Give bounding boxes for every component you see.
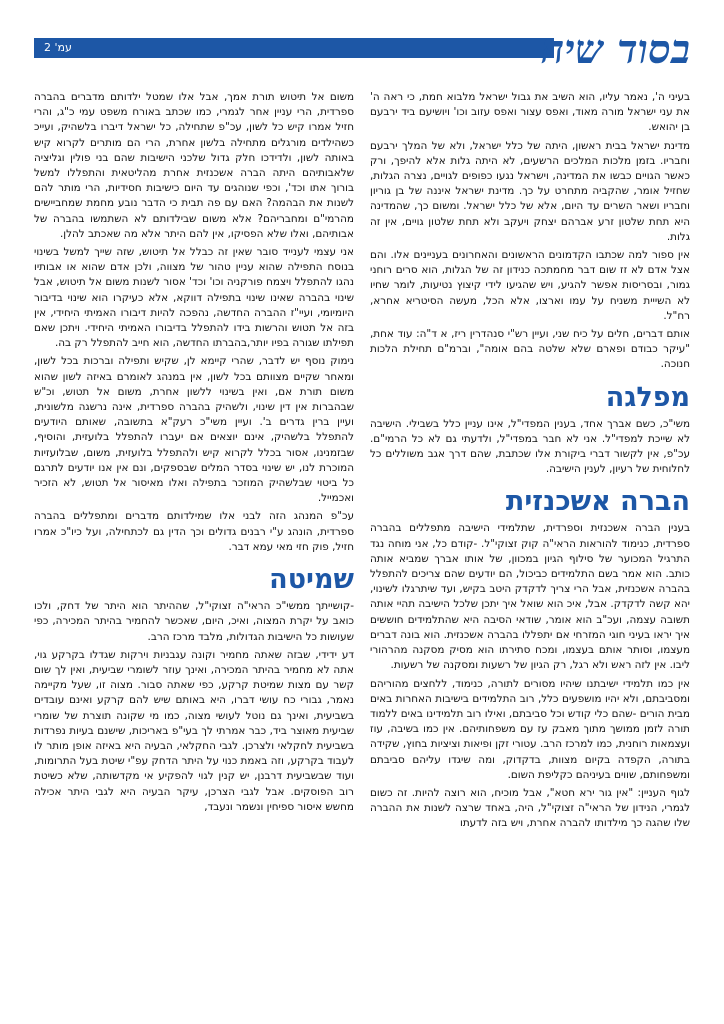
page-header <box>34 28 690 72</box>
paragraph: דע ידידי, שבזה שאתה מחמיר וקונה עגבניות וירקות שגדלו בקרקע גוי, אתה לא מחמיר בהיתר המכירה, ואינך עוזר לשומרי שביעית, ואין לך שום קשר עם מצות שמיטת קרקע, כפי שאתה סבור. מצוה זו, שעל מקיימה נאמר, גבורי כח עושי דברו, היא באותם שיש להם קרקע ואינם עובדים בשביעית, ואינך גם נוטל לעושי מצוה, כמו מי שקונה תוצרת של שומרי שביעית מאוצר ביד, כבר אמרתי לך בעי"פ באריכות, שישנם בעיות נפרדות בשביעית לחקלאי ולצרכן. לגבי החקלאי, הבעיה היא באיזה אופן מותר לו לעבוד בקרקע, וזה באמת כנוי על היתר הדחק עפ"י שיטת בעל התרומות, ועוד שבשביעית דרבנן, יש קנין לגוי להפקיע אי מקדשותה, שלא כשיטת רוב הפוסקים. אבל לגבי הצרכן, עיקר הבעיה היא לגבי היתר אכילה מחשש איסור ספיחין ונשמר ונעבד, <box>34 648 354 813</box>
paragraph: בעיני ה', נאמר עליו, הוא השיב את גבול ישראל מלבוא חמת, כי ראה ה' את עני ישראל מורה מאוד, ואפס עצור ואפס עזוב וכו' ויושיעם ביד ירבעם בן יהואש. <box>370 91 690 134</box>
paragraph: -קושייתך ממשי"כ הראי"ה זצוקי"ל, שההיתר הוא היתר של דחק, ולכו כואב על יקרת המצוה, ואיכ, היום, שאכשר להחמיר בהיתר המכירה, כפי שעושות כל הישיבות הגדולות, מלבד מרכז הרב. <box>34 600 354 643</box>
section-heading-party: מפלגה <box>605 381 690 413</box>
paragraph: אין ספור למה שכתבו הקדמונים הראשונים והאחרונים בעניינים אלו. והם אצל אדם לא זז שום דבר מחמתכה כנידון זה של הגלות, הוא סרים רוחני גמור, ובסריסות אפשר להגיע, ויש שהגיעו לידי קיצוץ נטיעות, לומר שחיו לא השייית משניח על עמו וארצו, אלא הכל, מעשה הסיטריא אחרא, רח"ל. <box>370 249 690 322</box>
page-number-label: עמ' 2 <box>34 38 554 58</box>
paragraph: אין כמו תלמידי ישיבתנו שיהיו מסורים לתורה, כנימוד, ללחצים מהוריהם ומסביבתם, ולא יהיו מושפעים כלל, רוב התלמידים בישיבות האחרות באים מבית הורים -שהם כלי קודש וכל סביבתם, ואילו רוב תלמידינו באים ללמוד תורה לזמן ממושך מתוך מאבק עז עם משפחותיהם. אין כמו בשיבה, עוז ועצמאות רוחנית, כמו למרכז הרב. עטורי זקן ופיאות וציציות בחוץ, שקידה בתורה, הקפדה בקיום מצוות, בדקדוק, ומה שיגדו עליהם סביבתם ומשפחותם, שווים בעיניהם כקליפת השום. <box>370 677 690 781</box>
paragraph: אותם דברים, חלים על כיח שני, ועיין רש"י סנהדרין ריז, א ד"ה: עוד אחת, "עיקר כבודם ופארם שלא שלטה בהם אומה", וברמ"ם תחילת הלכות חנוכה. <box>370 328 690 371</box>
section-heading-shmita: שמיטה <box>269 564 354 596</box>
paragraph: משי"כ, כשם אברך אחד, בענין המפדי"ל, אינו עניין כלל בשבילי. הישיבה לא שייכת למפדי"ל. אני לא חבר במפדי"ל, ולדעתי גם לא כל הרמי"ם. עכ"פ, אין לקשור דברי ביקורת אלו שכתבת, שהם דרך אגב משוללים כל לחלוחית של רעיון, לענין הישיבה. <box>370 417 690 476</box>
paragraph: משום אל תיטוש תורת אמך, אבל אלו שמטל ילדותם מדברים בהברה ספרדית, הרי עניין אחר לגמרי, כמו שכתב באורח משפט עמי כ"ג, והרי חזיל אמרו קיש כל לשון, עכ"פ שתחילה, כל ישראל דיברו בלשהיק, ועייכ כשהילדים מורגלים מתחילה בלשון אחרת, הרי הם מותרים לקרוא קיש באותה לשון, ולדידכו חלק גדול שלכני הישיבות שהם בני פולין וגליציה שלאבותיהם היתה הברה אשכנזית אחרת מהליטאית והתפללו למשל בורוך אתו וכד', וכפי שנוהגים עד היום כישיבות חסידיות, הרי מותר להם לשנות את הבהמה? האם עם פה תבית כי הדבר נובע מחמת שמחביישים מהרמי"ם ומחבריהם? אלא משום שבילדותם לא השתמשו בהברה של אבותיהם, ואלו שלא הפסיקו, אין להם היתר אלא מה שאכתב להלן. <box>34 91 354 240</box>
left-column <box>34 90 354 818</box>
paragraph: נימוק נוסף יש לדבר, שהרי קיימא לן, שקיש ותפילה וברכות בכל לשון, ומאחר שקיים מצוותם בכל לשון, אין במנהג לאומרם באיזה לשון שהוא משום תורת אם, ואין בשינוי ללשון אחרת, משום אל תטוש, וכ"ש שבהברות אין דין שינוי, ולשהיק בהברה ספרדית, אינה נרשגה מלשונית, ועיין ברין גדרים ב'. ועיין משי"כ רעק"א בתשובה, שאותם היודעים להתפלל בלשהיק, אינם יוצאים אם יעברו להתפלל בלועזית, והוסיף, שבזמנינו, אסור בכלל לקרוא קיש ולהתפלל בלועזית, משום, שבלועזיות המוכרת לנו, יש שינוי בסדר המלים שבספקים, ונם אין אנו יודעים לתרגם כל ביטוי שבלשהיק המוזכר בתפילה ואלו מאיסור אל תטוש, לא הזכיר ואכמייל. <box>34 355 354 505</box>
paragraph: עכ"פ המנהג הזה לבני אלו שמילדותם מדברים ומתפללים בהברה ספרדית, הונהג ע"י רבנים גדולים וכך הדין גם לכתחילה, ועל כיו"כ אמרו חזיל, פוק חזי מאי עמא דבר. <box>34 510 354 553</box>
paragraph: בענין הברה אשכנזית וספרדית, שתלמידי הישיבה מתפללים בהברה ספרדית, כנימוד להוראות הראי"ה קוק זצוקי"ל. -קודם כל, אני מוחה נגד התרגיל המכוער של סילוף הגיון במכוון, של אותו אברך שמביא אותה כותב. הוא אמר בשם התלמידים כביכול, הם יודעים שהם צריכים להתפלל בהברה אשכנזית, אבל הרי צריך לדקדק היטב בקיש, ועד שיתרגלו לשינוי, יהא קשה לדקדק. אבל, איכ הוא שואל איך יתכן שלכל הישיבה תהיי אותה תשובה עצמה, ועכ"ב הוא אומר, שודאי הסיבה היא שהתלמידים חוששים איך יראו בעיני חוגי המזרחי אם יתפללו בהברה אשכנזית. הוא בונה דברים מעצמו, וסותר אותם בעצמו, ומכח סתירתו הוא מסיק מסקנה מהרהורי ליבו. אין לזה ראש ולא רגל, רק הגיון של רשעות ומסקנה של רשעות. <box>370 522 690 672</box>
right-column <box>370 90 690 835</box>
magazine-title: בסוד שיח <box>540 26 690 73</box>
paragraph: אני עצמי לענייד סובר שאין זה כבלל אל תיטוש, שזה שייך למשל בשינוי בנוסח התפילה שהוא עניין טהור של מצווה, ולכן אדם שהוא או אבותיו נהגו להתפלל ויצמח פורקניה וכו' וכד' אסור לשנות משום אל תיטוש, אבל שינוי בהברה שאינו שינוי בתפילה דווקא, אלא כעיקרו הוא שינוי בדיבור היומיומי, ועיי"ז ההברה החדשה, נהפכה להיות דיבורו האמיתי היחידי, אין בזה אל תטוש והרשות בידו להתפלל בדיבורו האמיתי היחידי. ויתכן שאם תפילתו שגורה בפיו יותר,בהברתו החדשה, הוא חייב להתפלל רק בה. <box>34 246 354 350</box>
paragraph: מדינת ישראל בבית ראשון, היתה של כלל ישראל, ולא של המלך ירבעם וחבריו. בזמן מלכות המלכים הרשעים, לא היתה גלות אלא להיפך, ורק כאשר הגויים כבשו את המדינה, וישראל נגעו כפופים לגויים, נצרה הגלות, שחזיל אומר, שהקביה מתחרט על כך. מדינת ישראל איננה של בן גוריון וחבריו ושאר השרים עד היום, אלא של כלל ישראל. ומשום כך, שהמדינה היא תחת שלטון זרע אברהם יצחק ויעקב ולא תחת שלטון גויים, אין זה גלות. <box>370 139 690 243</box>
section-heading-ashkenazi-pronunciation: הברה אשכנזית <box>505 486 690 518</box>
paragraph: לגוף העניין: "אין גור ירא חטא", אבל מוכיח, הוא רוצה להיות. זה כשום לגמרי, הנידון של הראי"ה זצוקי"ל, היה, באחד שרצה לשנות את ההברה שלו שהגה כך מילדותו להברה אחרת, ויש בזה לדעתו <box>370 786 690 830</box>
